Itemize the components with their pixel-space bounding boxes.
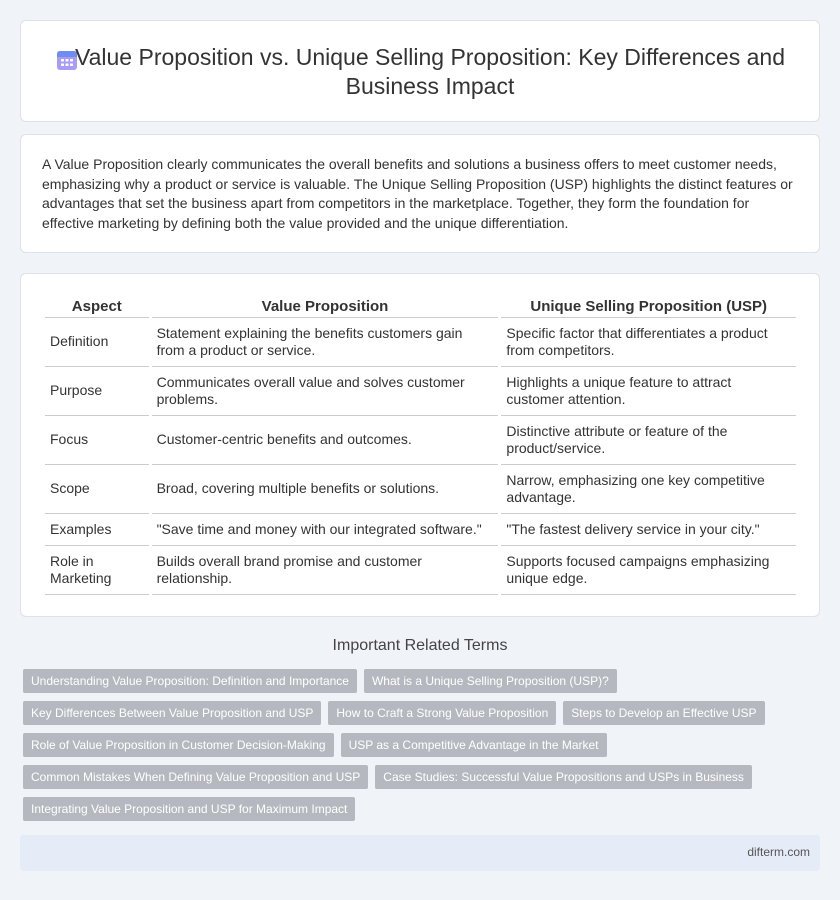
cell-aspect: Role in Marketing (45, 546, 149, 595)
cell-usp: Supports focused campaigns emphasizing unique edge. (501, 546, 796, 595)
table-row (45, 465, 796, 514)
cell-aspect: Scope (45, 465, 149, 514)
related-term-link[interactable]: USP as a Competitive Advantage in the Market (341, 733, 607, 757)
header-card (20, 20, 820, 122)
related-term-link[interactable]: Common Mistakes When Defining Value Proposition and USP (23, 765, 368, 789)
cell-usp: "The fastest delivery service in your city." (501, 514, 796, 546)
related-term-link[interactable]: Role of Value Proposition in Customer Decision-Making (23, 733, 334, 757)
related-term-link[interactable]: Key Differences Between Value Proposition and USP (23, 701, 321, 725)
cell-aspect: Focus (45, 416, 149, 465)
cell-value-proposition: Builds overall brand promise and customer relationship. (152, 546, 499, 595)
cell-aspect: Purpose (45, 367, 149, 416)
related-term-link[interactable]: Case Studies: Successful Value Propositions and USPs in Business (375, 765, 752, 789)
related-term-link[interactable]: Understanding Value Proposition: Definition and Importance (23, 669, 357, 693)
cell-value-proposition: Communicates overall value and solves customer problems. (152, 367, 499, 416)
cell-value-proposition: "Save time and money with our integrated software." (152, 514, 499, 546)
cell-aspect: Definition (45, 318, 149, 367)
footer (20, 835, 820, 871)
intro-text: A Value Proposition clearly communicates the overall benefits and solutions a business offers to meet customer needs, emphasizing why a product or service is valuable. The Unique Selling Proposition (USP) highlights the distinct features or advantages that set the business apart from competitors in the marketplace. Together, they form the foundation for effective marketing by defining both the value provided and the unique differentiation. (42, 156, 793, 231)
page-title: Value Proposition vs. Unique Selling Proposition: Key Differences and Business Impact (74, 44, 785, 99)
related-term-link[interactable]: How to Craft a Strong Value Proposition (328, 701, 556, 725)
cell-usp: Highlights a unique feature to attract customer attention. (501, 367, 796, 416)
related-terms-title: Important Related Terms (332, 637, 508, 654)
header-usp: Unique Selling Proposition (USP) (501, 296, 796, 318)
cell-aspect: Examples (45, 514, 149, 546)
footer-site[interactable]: difterm.com (747, 845, 810, 859)
intro-card (20, 134, 820, 253)
cell-usp: Distinctive attribute or feature of the product/service. (501, 416, 796, 465)
cell-value-proposition: Broad, covering multiple benefits or solutions. (152, 465, 499, 514)
header-aspect: Aspect (45, 296, 149, 318)
comparison-card (20, 273, 820, 617)
cell-usp: Narrow, emphasizing one key competitive advantage. (501, 465, 796, 514)
table-row (45, 367, 796, 416)
related-term-link[interactable]: Steps to Develop an Effective USP (563, 701, 764, 725)
header-value-proposition: Value Proposition (152, 296, 499, 318)
table-row (45, 416, 796, 465)
comparison-table (42, 296, 799, 595)
table-row (45, 546, 796, 595)
cell-value-proposition: Statement explaining the benefits customers gain from a product or service. (152, 318, 499, 367)
cell-value-proposition: Customer-centric benefits and outcomes. (152, 416, 499, 465)
related-terms-list (23, 669, 803, 829)
cell-usp: Specific factor that differentiates a product from competitors. (501, 318, 796, 367)
table-row (45, 318, 796, 367)
table-row (45, 514, 796, 546)
related-term-link[interactable]: What is a Unique Selling Proposition (USP)? (364, 669, 617, 693)
related-term-link[interactable]: Integrating Value Proposition and USP for Maximum Impact (23, 797, 355, 821)
